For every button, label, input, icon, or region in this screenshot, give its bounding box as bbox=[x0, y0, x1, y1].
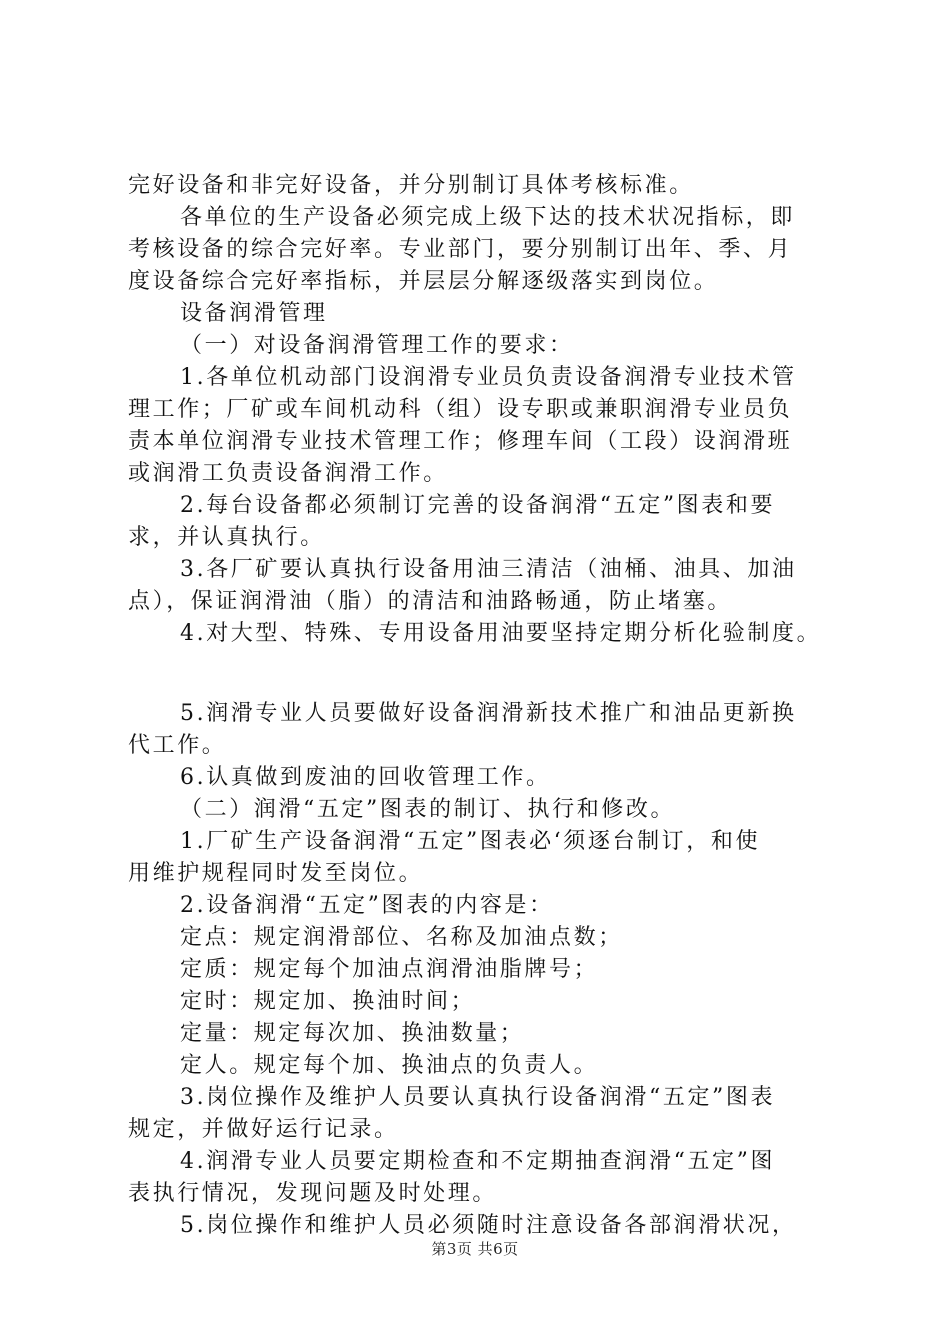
subsection-heading: （一）对设备润滑管理工作的要求： bbox=[180, 333, 574, 358]
text-line: 用维护规程同时发至岗位。 bbox=[128, 861, 424, 886]
text-line: 6.认真做到废油的回收管理工作。 bbox=[180, 765, 551, 790]
text-line: 3.各厂矿要认真执行设备用油三清洁（油桶、油具、加油 bbox=[180, 557, 797, 582]
text-line: 1.厂矿生产设备润滑“五定”图表必‘须逐台制订，和使 bbox=[180, 829, 761, 854]
text-line: 点），保证润滑油（脂）的清洁和油路畅通，防止堵塞。 bbox=[128, 589, 733, 614]
text-line: 5.润滑专业人员要做好设备润滑新技术推广和油品更新换 bbox=[180, 701, 797, 726]
text-line: 定时：规定加、换油时间； bbox=[180, 989, 476, 1014]
text-line: 考核设备的综合完好率。专业部门，要分别制订出年、季、月 bbox=[128, 237, 793, 262]
text-line: 1.各单位机动部门设润滑专业员负责设备润滑专业技术管 bbox=[180, 365, 797, 390]
text-line: 责本单位润滑专业技术管理工作；修理车间（工段）设润滑班 bbox=[128, 429, 793, 454]
text-line: 2.每台设备都必须制订完善的设备润滑“五定”图表和要 bbox=[180, 493, 776, 518]
text-line: 3.岗位操作及维护人员要认真执行设备润滑“五定”图表 bbox=[180, 1085, 776, 1110]
paragraph-gap bbox=[128, 650, 843, 698]
text-line: 或润滑工负责设备润滑工作。 bbox=[128, 461, 448, 486]
text-line: 4.润滑专业人员要定期检查和不定期抽查润滑“五定”图 bbox=[180, 1149, 776, 1174]
text-line: 定量：规定每次加、换油数量； bbox=[180, 1021, 525, 1046]
text-line: 定点：规定润滑部位、名称及加油点数； bbox=[180, 925, 623, 950]
section-heading: 设备润滑管理 bbox=[180, 301, 328, 326]
text-line: 理工作；厂矿或车间机动科（组）设专职或兼职润滑专业员负 bbox=[128, 397, 793, 422]
text-line: 各单位的生产设备必须完成上级下达的技术状况指标，即 bbox=[180, 205, 796, 230]
text-line: 度设备综合完好率指标，并层层分解逐级落实到岗位。 bbox=[128, 269, 719, 294]
text-line: 2.设备润滑“五定”图表的内容是： bbox=[180, 893, 554, 918]
text-line: 定质：规定每个加油点润滑油脂牌号； bbox=[180, 957, 599, 982]
page-number-label: 第3页 共6页 bbox=[431, 1240, 519, 1258]
text-line: 代工作。 bbox=[128, 733, 227, 758]
text-line: 完好设备和非完好设备，并分别制订具体考核标准。 bbox=[128, 173, 694, 198]
text-line: 5.岗位操作和维护人员必须随时注意设备各部润滑状况， bbox=[180, 1213, 797, 1238]
subsection-heading: （二）润滑“五定”图表的制订、执行和修改。 bbox=[180, 797, 676, 822]
text-line: 4.对大型、特殊、专用设备用油要坚持定期分析化验制度。 bbox=[180, 621, 822, 646]
text-line: 求，并认真执行。 bbox=[128, 525, 325, 550]
text-line: 表执行情况，发现问题及时处理。 bbox=[128, 1181, 498, 1206]
page-footer bbox=[0, 1239, 950, 1259]
document-body bbox=[128, 170, 843, 1242]
text-line: 规定，并做好运行记录。 bbox=[128, 1117, 399, 1142]
text-line: 定人。规定每个加、换油点的负责人。 bbox=[180, 1053, 599, 1078]
